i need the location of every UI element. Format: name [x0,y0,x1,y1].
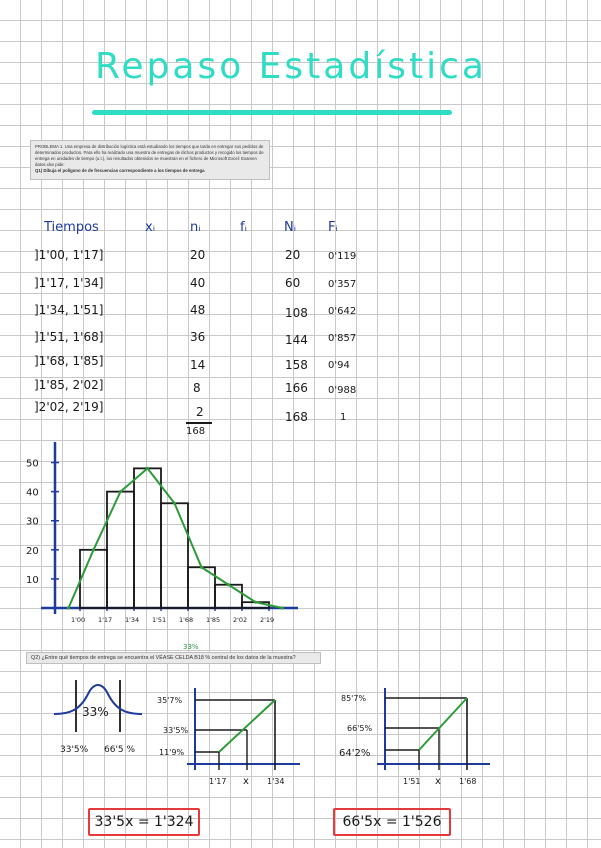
histogram-bar [215,585,242,608]
polygon-point [254,601,257,604]
ogive-right-x1: 1'51 [403,777,421,786]
y-tick-label: 20 [26,545,39,557]
y-tick-label: 40 [26,487,39,499]
bell-left-label: 33'5% [60,745,89,755]
answer-right: 66'5x = 1'526 [333,808,451,836]
header-tiempos: Tiempos [44,220,99,235]
row-6-n: 8 [193,381,201,395]
row-7-n: 2 [196,405,204,419]
header-ni: nᵢ [190,220,201,235]
row-7-F: 1 [340,412,347,423]
polygon-point [281,606,284,609]
row-3-F: 0'642 [328,306,357,317]
header-xi: xᵢ [145,220,156,235]
polygon-point [146,467,149,470]
row-4-N: 144 [285,333,308,347]
row-1-N: 20 [285,248,301,262]
y-tick-label: 50 [26,458,39,470]
row-1-n: 20 [190,248,206,262]
title-underline [92,110,452,115]
ogive-left-sketch [155,688,315,798]
page-title: Repaso Estadística [95,46,487,87]
ogive-right-sketch [335,688,495,798]
row-1-F: 0'119 [328,251,357,262]
y-tick-label: 30 [26,516,39,528]
ogive-right-y1: 85'7% [341,694,367,703]
histogram-bar [134,468,161,608]
row-total: 168 [186,426,206,437]
ogive-right-x3: 1'68 [459,777,477,786]
header-Ni: Nᵢ [284,220,297,235]
polygon-point [92,548,95,551]
histogram-bar [107,492,134,608]
row-2-interval: ]1'17, 1'34] [34,276,104,290]
polygon-point [119,490,122,493]
histogram-bar [161,503,188,608]
row-7-interval: ]2'02, 2'19] [34,400,104,414]
row-5-N: 158 [285,358,308,372]
polygon-point [173,502,176,505]
x-tick-label: 1'17 [98,616,113,624]
row-4-F: 0'857 [328,333,357,344]
row-4-n: 36 [190,330,206,344]
x-tick-label: 1'51 [152,616,167,624]
row-3-n: 48 [190,303,206,317]
x-tick-label: 2'02 [233,616,248,624]
ogive-left-y2: 33'5% [163,726,189,735]
q2-note: 33% [183,643,199,651]
bell-right-label: 66'5 % [104,745,136,755]
polygon-point [67,606,70,609]
row-3-N: 108 [285,306,308,320]
problem-statement [30,140,270,180]
q2-statement: Q2) ¿Entre qué tiempos de entrega se encuentra el VÉASE CELDA B18 % central de los datos de la muestra? [26,652,321,664]
row-6-interval: ]1'85, 2'02] [34,378,104,392]
bell-center-label: 33% [82,705,109,719]
ogive-left-x2: x [243,776,249,787]
row-7-N: 168 [285,410,308,424]
row-6-F: 0'988 [328,385,357,396]
y-tick-label: 10 [26,574,39,586]
polygon-point [227,583,230,586]
frequency-polygon [69,468,283,608]
row-5-F: 0'94 [328,360,350,371]
ogive-right-x2: x [435,776,441,787]
ogive-right-y3: 64'2% [339,748,371,759]
ogive-right-y2: 66'5% [347,724,373,733]
x-tick-label: 1'68 [179,616,194,624]
ogive-left-x3: 1'34 [267,777,285,786]
row-2-F: 0'357 [328,279,357,290]
ogive-right-segment [419,698,467,750]
bell-curve-sketch [50,680,160,760]
ogive-left-x1: 1'17 [209,777,227,786]
x-tick-label: 1'34 [125,616,140,624]
row-3-interval: ]1'34, 1'51] [34,303,104,317]
header-fi: fᵢ [240,220,247,235]
row-4-interval: ]1'51, 1'68] [34,330,104,344]
row-2-N: 60 [285,276,301,290]
polygon-point [200,566,203,569]
row-5-interval: ]1'68, 1'85] [34,354,104,368]
row-6-N: 166 [285,381,308,395]
problem-question: Q1) Dibuja el polígono de de frecuencias correspondiente a los tiempos de entrega [35,168,205,173]
row-1-interval: ]1'00, 1'17] [34,248,104,262]
row-5-n: 14 [190,358,206,372]
x-tick-label: 1'00 [71,616,86,624]
histogram-bar [80,550,107,608]
histogram-chart [0,440,320,640]
ogive-left-y1: 35'7% [157,696,183,705]
row-2-n: 40 [190,276,206,290]
answer-left: 33'5x = 1'324 [88,808,200,836]
x-tick-label: 2'19 [260,616,275,624]
ogive-left-y3: 11'9% [159,748,185,757]
header-Fi: Fᵢ [328,220,338,235]
x-tick-label: 1'85 [206,616,221,624]
sum-line [186,422,212,424]
problem-text: PROBLEMA 1. Una empresa de distribución logística está estudiando los tiempos que tarda en entregar sus pedidos de determinados productos. Para ello ha realizado una muestra de entregas de dichos productos y recogido los tiempos de entrega en unidades de tiempo (u.t.), los resultados obtenidos se muestran en el fichero de Microsoft Excel: Examen datos.xlsx pide: [35,144,264,167]
